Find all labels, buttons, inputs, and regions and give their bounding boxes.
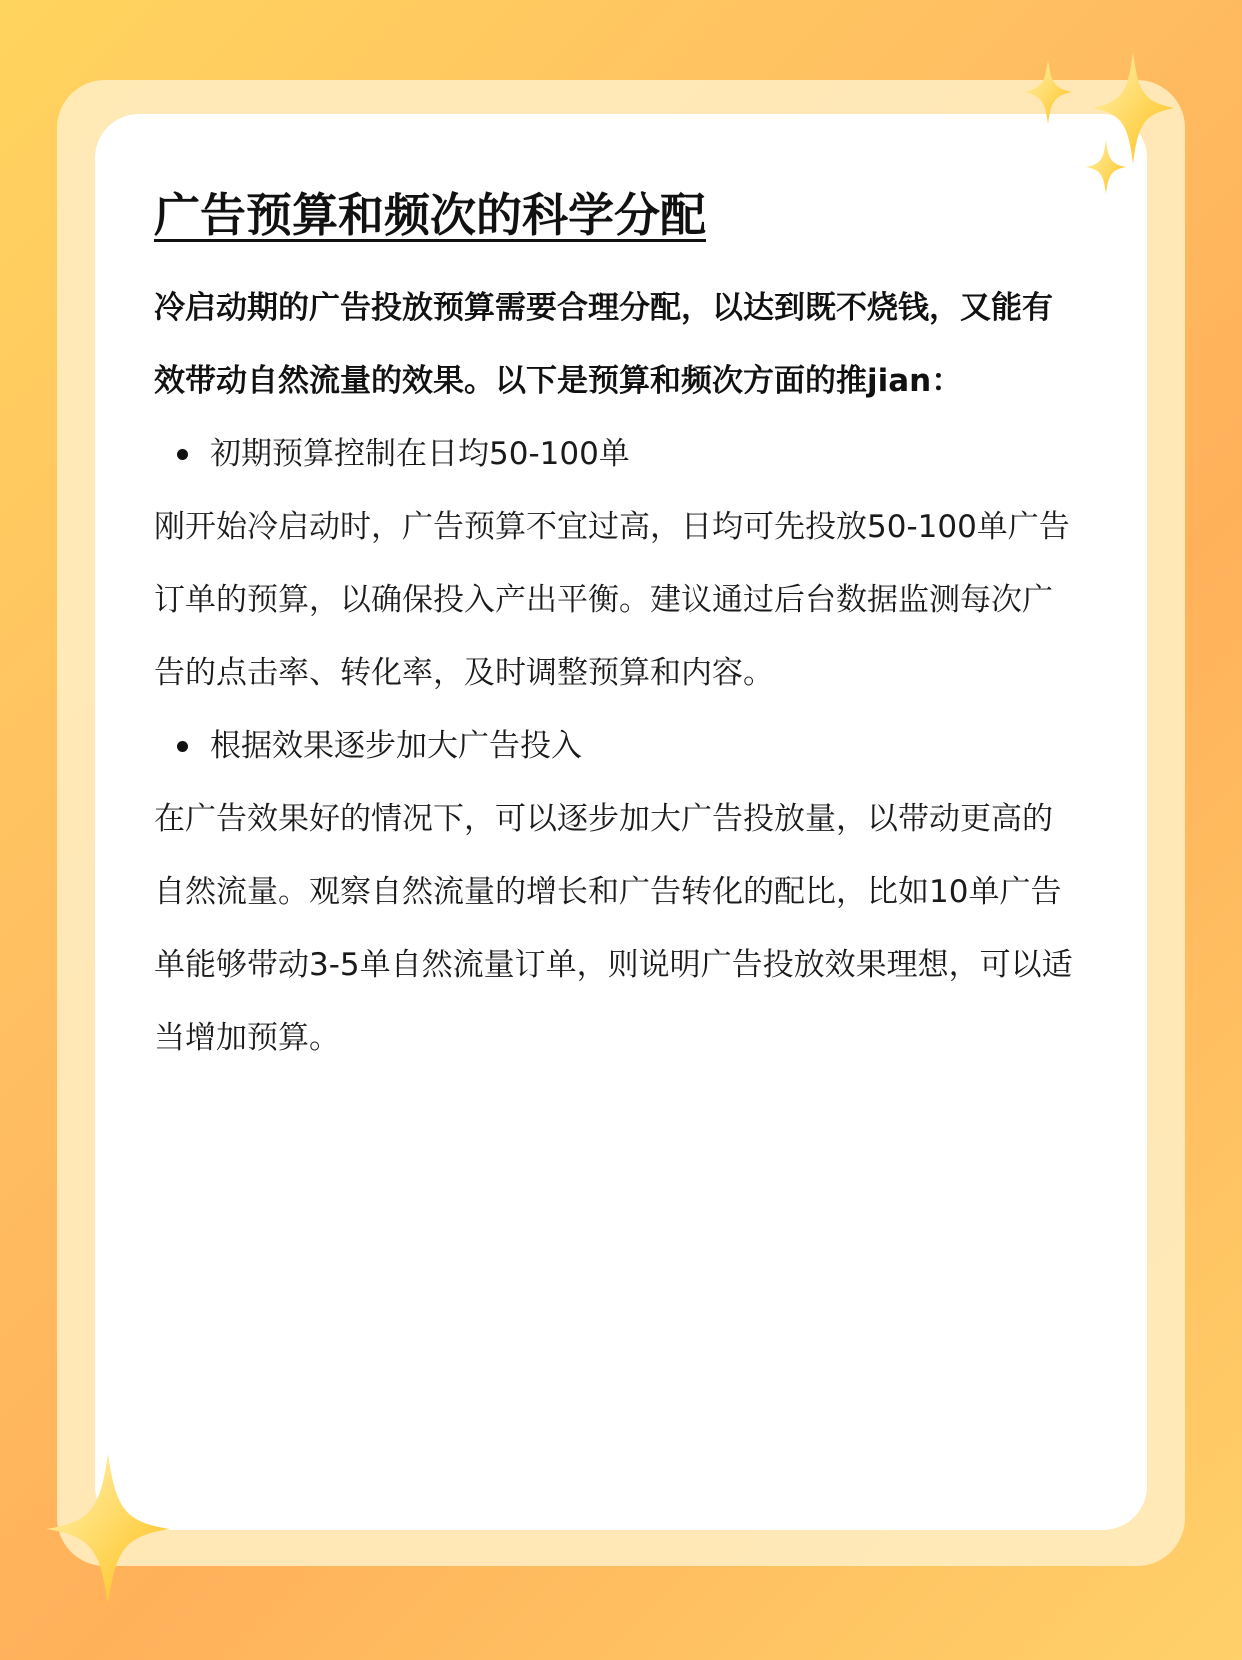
- bullet-dot-icon: [177, 741, 188, 752]
- sparkle-icon: [1086, 140, 1126, 194]
- intro-paragraph: 冷启动期的广告投放预算需要合理分配，以达到既不烧钱，又能有效带动自然流量的效果。以下是预算和频次方面的推jian：: [154, 290, 1053, 399]
- page-title: 广告预算和频次的科学分配: [154, 188, 706, 242]
- sparkle-icon: [46, 1454, 170, 1604]
- section-paragraph: 刚开始冷启动时，广告预算不宜过高，日均可先投放50-100单广告订单的预算，以确保投入产出平衡。建议通过后台数据监测每次广告的点击率、转化率，及时调整预算和内容。: [154, 509, 1070, 691]
- bullet-item: [154, 710, 1074, 783]
- bullet-dot-icon: [177, 449, 188, 460]
- article: [154, 180, 1074, 1075]
- sparkle-icon: [1024, 60, 1072, 124]
- section-paragraph: 在广告效果好的情况下，可以逐步加大广告投放量，以带动更高的自然流量。观察自然流量的增长和广告转化的配比，比如10单广告单能够带动3-5单自然流量订单，则说明广告投放效果理想，可以适当增加预算。: [154, 801, 1073, 1056]
- bullet-item: [154, 418, 1074, 491]
- bullet-heading: 初期预算控制在日均50-100单: [210, 436, 630, 472]
- bullet-heading: 根据效果逐步加大广告投入: [210, 728, 582, 764]
